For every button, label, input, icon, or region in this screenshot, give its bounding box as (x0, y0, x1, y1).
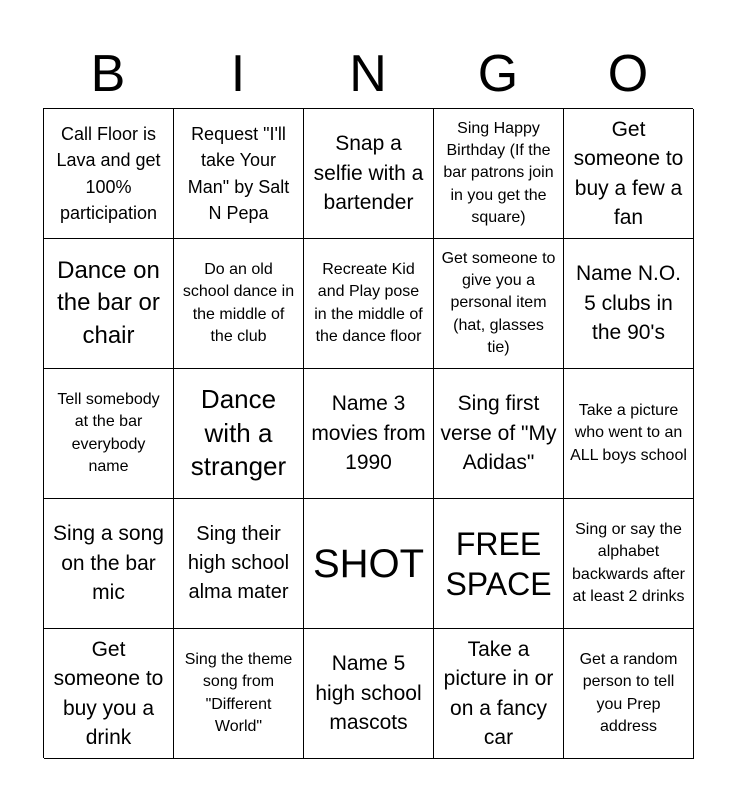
cell-text: Take a picture in or on a fancy car (443, 637, 554, 749)
bingo-cell[interactable] (174, 499, 304, 629)
bingo-cell[interactable] (304, 369, 434, 499)
cell-text: Name 3 movies from 1990 (311, 392, 426, 475)
bingo-cell[interactable] (44, 239, 174, 369)
cell-text: Sing their high school alma mater (187, 523, 290, 603)
cell-text: SHOT (312, 541, 425, 586)
bingo-cell[interactable] (434, 629, 564, 759)
header-letter-g: G (477, 45, 519, 103)
bingo-cell[interactable] (174, 629, 304, 759)
bingo-cell[interactable] (304, 629, 434, 759)
cell-text: Get someone to buy a few a fan (573, 117, 684, 229)
bingo-cell[interactable] (434, 239, 564, 369)
cell-text: Do an old school dance in the middle of the club (182, 260, 295, 345)
cell-text: Get a random person to tell you Prep address (579, 650, 678, 735)
bingo-cell[interactable] (44, 109, 174, 239)
cell-text: Recreate Kid and Play pose in the middle of the dance floor (314, 260, 423, 345)
bingo-cell[interactable] (304, 239, 434, 369)
bingo-cell[interactable] (564, 109, 694, 239)
bingo-cell[interactable] (174, 369, 304, 499)
cell-text: Snap a selfie with a bartender (313, 132, 424, 215)
bingo-cell-shot[interactable] (304, 499, 434, 629)
cell-text: Dance with a stranger (190, 383, 287, 482)
header-letter-b: B (90, 45, 126, 103)
cell-text: Take a picture who went to an ALL boys school (570, 401, 687, 464)
cell-text: Tell somebody at the bar everybody name (57, 390, 160, 475)
bingo-cell[interactable] (304, 109, 434, 239)
header-letter-o: O (607, 45, 649, 103)
bingo-cell[interactable] (44, 629, 174, 759)
cell-text: FREE SPACE (445, 525, 552, 602)
cell-text: Call Floor is Lava and get 100% participation (56, 124, 161, 223)
bingo-cell[interactable] (174, 239, 304, 369)
bingo-cell[interactable] (44, 499, 174, 629)
bingo-cell[interactable] (44, 369, 174, 499)
header-letter-i: I (230, 45, 246, 103)
cell-text: Request "I'll take Your Man" by Salt N Pepa (187, 124, 290, 223)
bingo-cell[interactable] (564, 629, 694, 759)
cell-text: Get someone to give you a personal item (hat, glasses tie) (441, 249, 556, 357)
bingo-cell[interactable] (564, 369, 694, 499)
bingo-cell[interactable] (174, 109, 304, 239)
bingo-cell[interactable] (434, 369, 564, 499)
cell-text: Sing first verse of "My Adidas" (440, 392, 557, 475)
cell-text: Sing Happy Birthday (If the bar patrons join in you get the square) (443, 119, 554, 227)
bingo-header (43, 40, 693, 108)
cell-text: Get someone to buy you a drink (53, 637, 164, 749)
bingo-cell[interactable] (564, 499, 694, 629)
cell-text: Name 5 high school mascots (315, 652, 422, 735)
bingo-cell-free-space[interactable] (434, 499, 564, 629)
cell-text: Sing or say the alphabet backwards after at least 2 drinks (572, 520, 685, 605)
bingo-cell[interactable] (564, 239, 694, 369)
cell-text: Dance on the bar or chair (57, 256, 160, 349)
cell-text: Sing the theme song from "Different World" (184, 650, 293, 735)
cell-text: Name N.O. 5 clubs in the 90's (575, 262, 682, 345)
cell-text: Sing a song on the bar mic (53, 522, 164, 605)
header-letter-n: N (349, 45, 387, 103)
bingo-card-grid (43, 108, 693, 758)
bingo-cell[interactable] (434, 109, 564, 239)
